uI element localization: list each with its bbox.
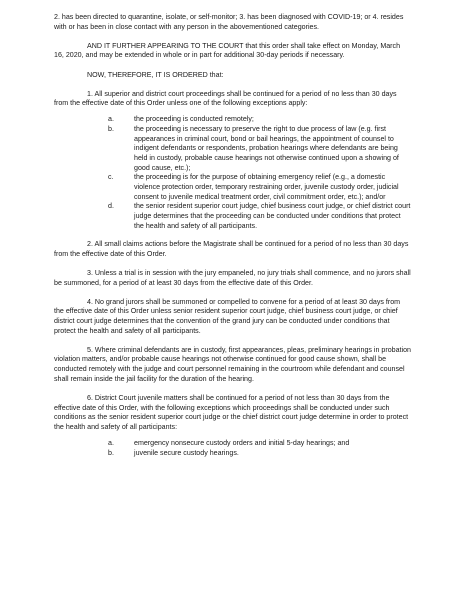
order-item-5: 5. Where criminal defendants are in custody, first appearances, pleas, preliminary hearings in probation violation matters, and/or probable cause hearings not otherwise continued for good cause shown, shall be conducted remotely with the judge and court personnel remaining in the courtroom while defendant and counsel shall remain inside the jail facility for the duration of the hearing. [54,345,411,383]
further-paragraph: AND IT FURTHER APPEARING TO THE COURT that this order shall take effect on Monday, March 16, 2020, and may be extended in whole or in part for additional 30-day periods if necessary. [54,41,401,60]
order-item-4: 4. No grand jurors shall be summoned or compelled to convene for a period of at least 30 days from the effective date of this Order unless senior resident superior court judge, chief business court judge, or chief district court judge determines that the convention of the grand jury can be conducted under conditions that protect the health and safety of all participants. [54,297,401,335]
list-marker: a. [108,438,114,447]
list-item-text: the proceeding is necessary to preserve the right to due process of law (e.g. first appearances in criminal court, bond or bail hearings, the appointment of counsel to indigent defendants or respondents, probation hearings where defendants are being held in custody, probable cause hearings not otherwise continued upon a showing of good cause, etc.); [134,125,399,172]
list-item-text: juvenile secure custody hearings. [134,448,239,457]
ordered-heading: NOW, THEREFORE, IT IS ORDERED that: [87,70,224,79]
intro-paragraph: 2. has been directed to quarantine, isolate, or self-monitor; 3. has been diagnosed with COVID-19; or 4. resides with or has been in close contact with any person in the abovementioned categories. [54,13,404,31]
order-item-6: 6. District Court juvenile matters shall be continued for a period of not less than 30 days from the effective date of this Order, with the following exceptions which proceedings shall be conducted under such conditions as the senior resident superior court judge or the chief district court judge determine in order to protect the health and safety of all participants: [54,393,409,431]
list-marker: b. [108,448,114,457]
order-item-1: 1. All superior and district court proceedings shall be continued for a period of no less than 30 days from the effective date of this Order unless one of the following exceptions apply: [54,89,397,108]
list-marker: a. [108,115,114,124]
exception-item [54,115,411,125]
exceptions-list [54,115,411,231]
list-item-text: the proceeding is for the purpose of obtaining emergency relief (e.g., a domestic violence protection order, temporary restraining order, juvenile custody order, judicial consent to juvenile medical treatment order, civil commitment order, etc.); and/or [134,173,399,201]
list-marker: c. [108,173,114,182]
juvenile-exceptions-list [54,439,411,458]
exception-item [54,125,411,173]
exception-item [54,449,411,459]
list-item-text: emergency nonsecure custody orders and initial 5-day hearings; and [134,438,350,447]
list-marker: d. [108,202,114,211]
order-item-2: 2. All small claims actions before the Magistrate shall be continued for a period of no less than 30 days from the effective date of this Order. [54,240,409,258]
exception-item [54,439,411,449]
list-marker: b. [108,125,114,134]
order-item-3: 3. Unless a trial is in session with the jury empaneled, no jury trials shall commence, and no jurors shall be summoned, for a period of at least 30 days from the effective date of this Order. [54,268,411,287]
list-item-text: the proceeding is conducted remotely; [134,115,254,124]
list-item-text: the senior resident superior court judge, chief business court judge, or chief district court judge determines that the proceeding can be conducted under conditions that protect the health and safety of all participants. [134,202,411,230]
exception-item [54,173,411,202]
exception-item [54,202,411,231]
